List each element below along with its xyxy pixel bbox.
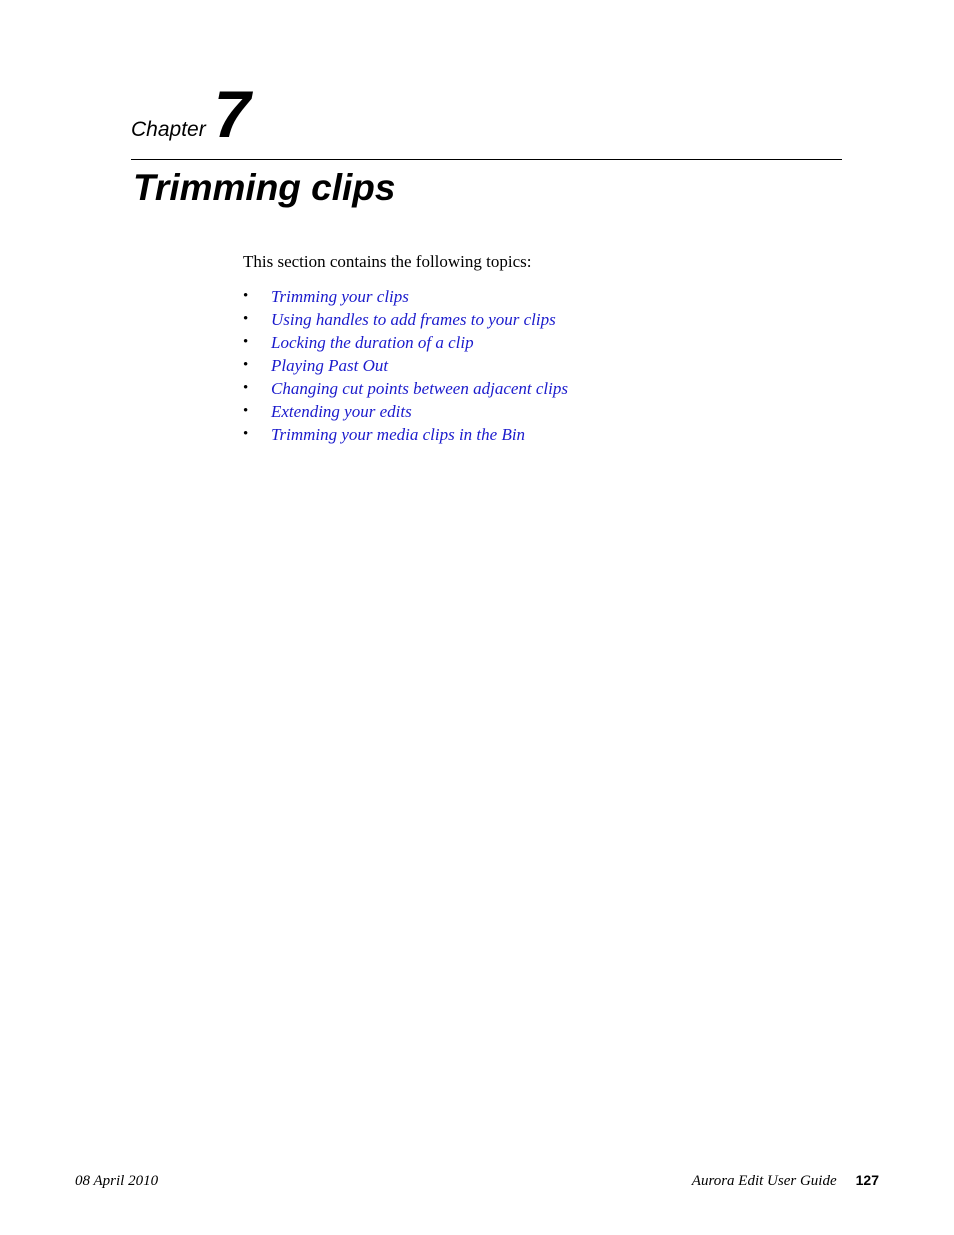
topic-link-trimming-your-clips[interactable]: Trimming your clips [271,286,409,306]
topic-link-locking-duration[interactable]: Locking the duration of a clip [271,332,474,352]
bullet-icon: • [243,403,249,419]
chapter-heading [131,77,251,151]
footer-right [692,1172,879,1190]
topic-link-using-handles[interactable]: Using handles to add frames to your clips [271,309,556,329]
footer-guide-title: Aurora Edit User Guide [691,1173,837,1189]
chapter-divider [131,159,842,160]
list-item [243,308,568,331]
bullet-icon: • [243,357,249,373]
bullet-icon: • [243,334,249,350]
page-number: 127 [855,1172,879,1188]
topic-link-extending-edits[interactable]: Extending your edits [271,401,412,421]
topic-link-trimming-media-clips-bin[interactable]: Trimming your media clips in the Bin [271,424,526,444]
list-item [243,423,568,446]
list-item [243,331,568,354]
bullet-icon: • [243,426,249,442]
bullet-icon: • [243,380,249,396]
chapter-number: 7 [213,77,251,151]
chapter-label: Chapter [131,118,206,141]
intro-text: This section contains the following topics: [243,252,532,271]
page-title: Trimming clips [133,167,396,208]
list-item [243,377,568,400]
topic-list [243,285,568,446]
list-item [243,400,568,423]
bullet-icon: • [243,311,249,327]
bullet-icon: • [243,288,249,304]
footer-date: 08 April 2010 [75,1173,159,1189]
topic-link-changing-cut-points[interactable]: Changing cut points between adjacent clips [271,378,568,398]
topic-link-playing-past-out[interactable]: Playing Past Out [271,355,389,375]
list-item [243,354,568,377]
list-item [243,285,568,308]
